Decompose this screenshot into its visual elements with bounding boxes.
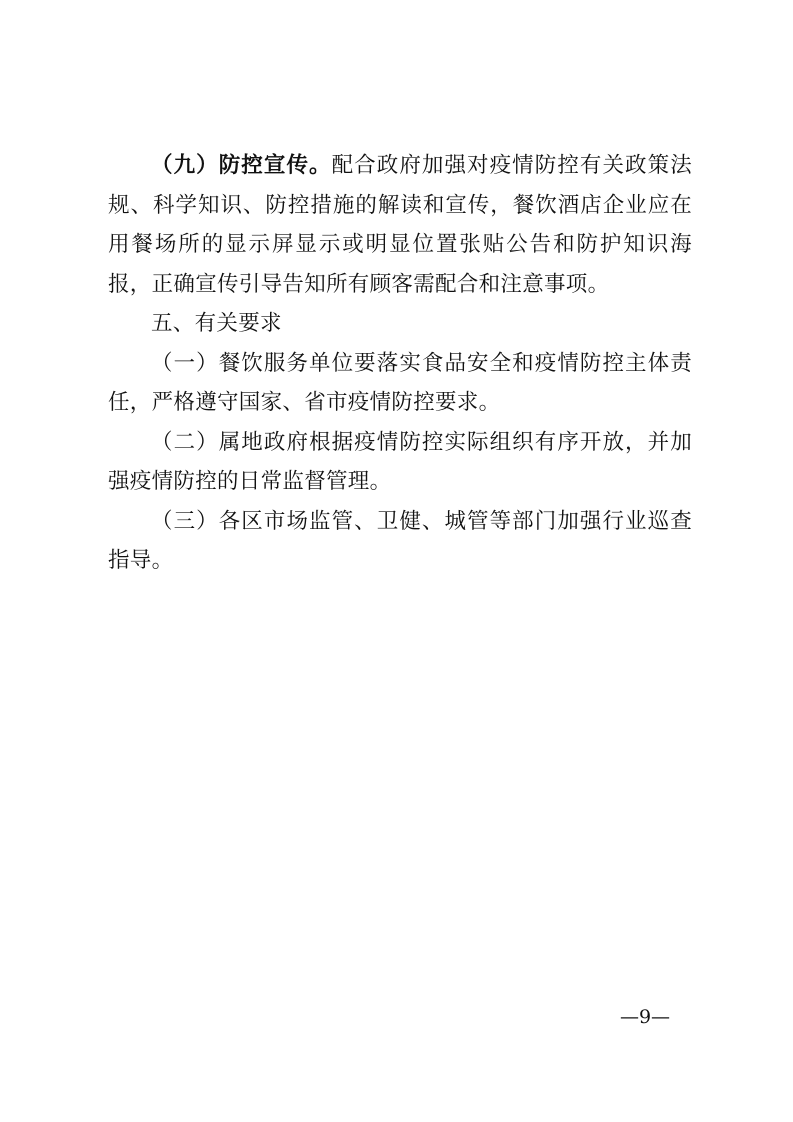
paragraph-requirement-2: （二）属地政府根据疫情防控实际组织有序开放，并加强疫情防控的日常监督管理。 (108, 429, 692, 494)
document-body (108, 146, 692, 581)
paragraph-publicity (108, 146, 692, 304)
section-heading: 五、有关要求 (151, 311, 282, 336)
page-number: —9— (619, 1006, 671, 1028)
paragraph-lead-publicity: （九）防控宣传。 (151, 153, 332, 178)
paragraph-requirement-3: （三）各区市场监管、卫健、城管等部门加强行业巡查指导。 (108, 508, 692, 573)
paragraph-requirement-1: （一）餐饮服务单位要落实食品安全和疫情防控主体责任，严格遵守国家、省市疫情防控要求。 (108, 350, 692, 415)
paragraph-text-publicity: 配合政府加强对疫情防控有关政策法规、科学知识、防控措施的解读和宣传，餐饮酒店企业应在用餐场所的显示屏显示或明显位置张贴公告和防护知识海报，正确宣传引导告知所有顾客需配合和注意事项。 (108, 153, 692, 297)
